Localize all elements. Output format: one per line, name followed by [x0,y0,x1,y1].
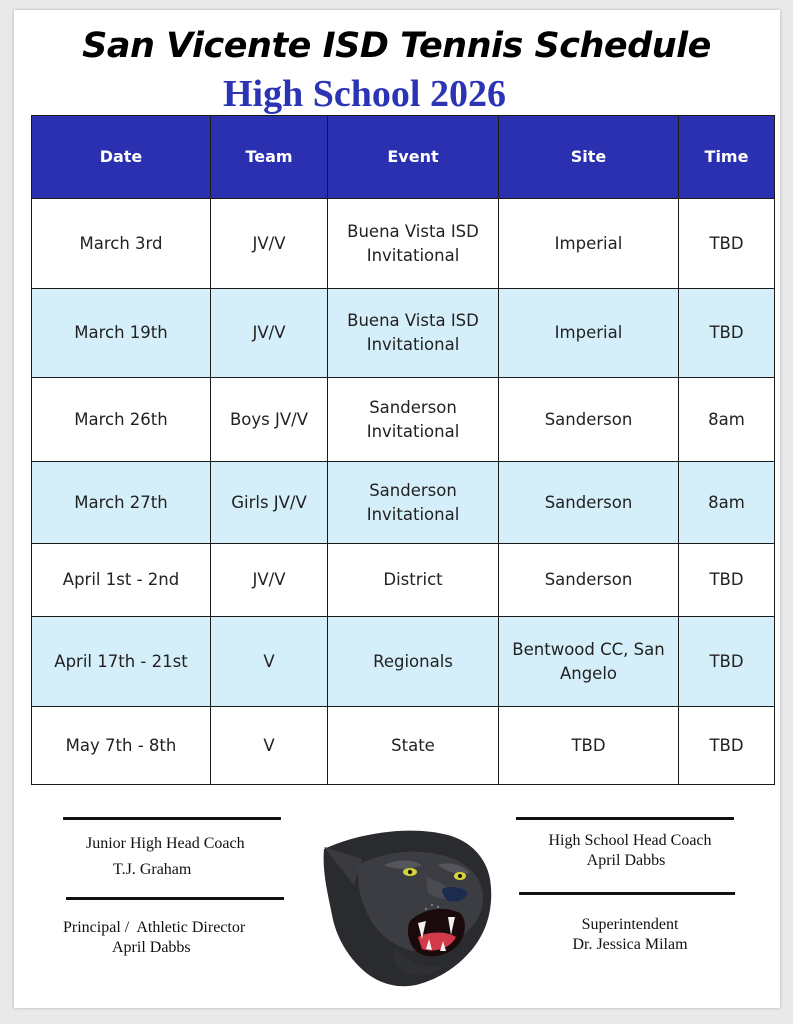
table-header-row [32,116,775,199]
cell-time: 8am [679,462,775,544]
cell-event: State [328,707,499,785]
cell-event: Buena Vista ISD Invitational [328,199,499,289]
cell-date: March 19th [32,289,211,378]
cell-event: Regionals [328,617,499,707]
page-title: San Vicente ISD Tennis Schedule [82,26,711,66]
cell-event: District [328,544,499,617]
cell-event: Sanderson Invitational [328,378,499,462]
superintendent-block [538,915,722,955]
principal-name: April Dabbs [112,939,191,956]
cell-site: Imperial [499,199,679,289]
page-subtitle: High School 2026 [223,73,506,115]
hs-coach-role: High School Head Coach [548,832,712,849]
table-row [32,378,775,462]
cell-date: March 27th [32,462,211,544]
table-row [32,617,775,707]
jh-coach-name: T.J. Graham [113,861,192,878]
cell-team: JV/V [211,199,328,289]
signature-line-jh-coach [63,817,281,820]
cell-time: TBD [679,707,775,785]
cell-date: March 3rd [32,199,211,289]
principal-block [63,918,245,958]
signature-line-superintendent [519,892,735,895]
cell-team: JV/V [211,544,328,617]
column-header-time: Time [679,116,775,199]
cell-site: Sanderson [499,462,679,544]
jh-coach-role: Junior High Head Coach [86,835,245,852]
cell-date: March 26th [32,378,211,462]
hs-coach-block [538,831,722,871]
cell-time: TBD [679,199,775,289]
cell-event: Sanderson Invitational [328,462,499,544]
cell-team: V [211,617,328,707]
cell-date: May 7th - 8th [32,707,211,785]
cell-site: TBD [499,707,679,785]
table-row [32,707,775,785]
schedule-table [31,115,775,785]
cell-date: April 17th - 21st [32,617,211,707]
cell-team: Boys JV/V [211,378,328,462]
superintendent-name: Dr. Jessica Milam [572,936,688,953]
panther-mascot-icon [318,825,496,987]
column-header-site: Site [499,116,679,199]
cell-event: Buena Vista ISD Invitational [328,289,499,378]
column-header-team: Team [211,116,328,199]
signature-line-principal [66,897,284,900]
cell-time: 8am [679,378,775,462]
table-row [32,289,775,378]
cell-time: TBD [679,289,775,378]
column-header-event: Event [328,116,499,199]
table-row [32,544,775,617]
cell-time: TBD [679,544,775,617]
cell-site: Imperial [499,289,679,378]
cell-site: Sanderson [499,378,679,462]
cell-team: JV/V [211,289,328,378]
table-row [32,462,775,544]
signature-line-hs-coach [516,817,734,820]
cell-date: April 1st - 2nd [32,544,211,617]
jh-coach-block [86,834,245,880]
hs-coach-name: April Dabbs [586,852,666,869]
cell-team: V [211,707,328,785]
superintendent-role: Superintendent [581,916,679,933]
cell-time: TBD [679,617,775,707]
column-header-date: Date [32,116,211,199]
cell-site: Sanderson [499,544,679,617]
table-row [32,199,775,289]
cell-team: Girls JV/V [211,462,328,544]
cell-site: Bentwood CC, San Angelo [499,617,679,707]
principal-role: Principal / Athletic Director [63,919,246,936]
